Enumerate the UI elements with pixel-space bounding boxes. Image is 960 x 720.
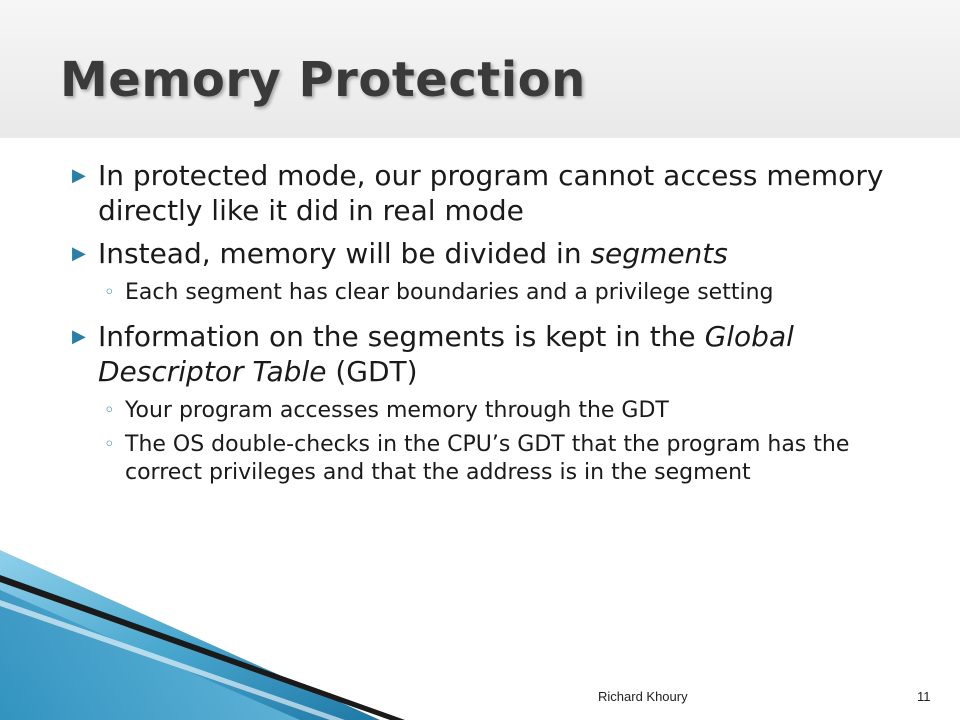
bullet-item (72, 158, 892, 228)
circle-bullet-icon: ◦ (104, 282, 115, 303)
bullet-item (72, 319, 892, 389)
arrow-bullet-icon: ▶ (72, 326, 86, 347)
corner-decoration (0, 550, 960, 720)
slide-title: Memory Protection (60, 52, 586, 108)
bullet-item (72, 236, 892, 271)
bullet-text: In protected mode, our program cannot access memory directly like it did in real mode (98, 159, 884, 227)
footer-author: Richard Khoury (598, 689, 688, 704)
arrow-bullet-icon: ▶ (72, 165, 86, 186)
sub-bullet-item (72, 397, 892, 425)
bullet-emphasis: segments (590, 237, 728, 270)
bullet-text: Information on the segments is kept in the (98, 320, 705, 353)
sub-bullet-text: The OS double-checks in the CPU’s GDT that the program has the correct privileges and that the address is in the segment (125, 432, 850, 485)
sub-bullet-item (72, 431, 892, 487)
sub-bullet-item (72, 279, 892, 307)
bullet-emphasis: Global Descriptor Table (98, 320, 794, 388)
sub-bullet-text: Your program accesses memory through the GDT (125, 398, 669, 423)
circle-bullet-icon: ◦ (104, 400, 115, 421)
sub-bullet-text: Each segment has clear boundaries and a privilege setting (125, 280, 774, 305)
arrow-bullet-icon: ▶ (72, 243, 86, 264)
bullet-text-end: (GDT) (326, 355, 418, 388)
circle-bullet-icon: ◦ (104, 434, 115, 455)
slide-content (72, 158, 892, 493)
bullet-text: Instead, memory will be divided in (98, 237, 591, 270)
slide-number: 11 (917, 689, 931, 704)
